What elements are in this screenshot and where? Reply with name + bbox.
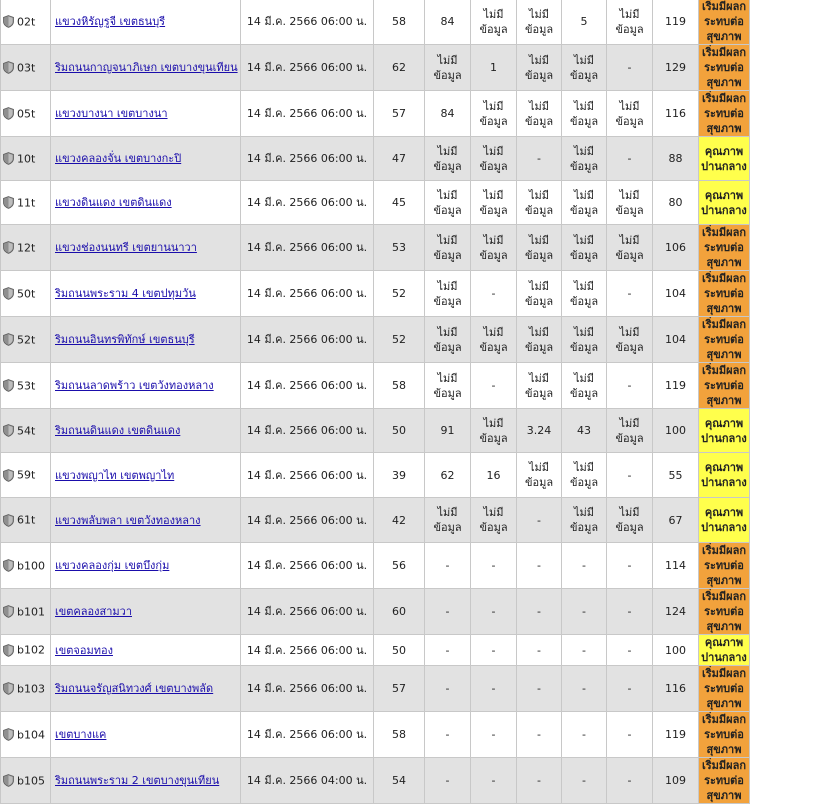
station-location-cell	[51, 635, 241, 666]
pollutant-value: -	[562, 712, 607, 758]
shield-icon	[3, 605, 14, 618]
pollutant-value: ไม่มีข้อมูล	[562, 181, 607, 225]
measure-datetime: 14 มี.ค. 2566 06:00 น.	[241, 137, 374, 181]
station-location-link[interactable]: แขวงพญาไท เขตพญาไท	[55, 469, 174, 482]
station-id-cell	[1, 409, 51, 453]
station-location-cell	[51, 91, 241, 137]
pm-value: 67	[653, 498, 699, 543]
pollutant-value: -	[562, 666, 607, 712]
station-location-link[interactable]: ริมถนนอินทรพิทักษ์ เขตธนบุรี	[55, 333, 195, 346]
pm-value: 119	[653, 0, 699, 45]
pollutant-value: -	[425, 712, 471, 758]
measure-datetime: 14 มี.ค. 2566 06:00 น.	[241, 409, 374, 453]
station-id: b105	[17, 774, 45, 787]
shield-icon	[3, 644, 14, 657]
status-badge: เริ่มมีผลกระทบต่อสุขภาพ	[699, 758, 750, 804]
pollutant-value: -	[425, 589, 471, 635]
station-location-cell	[51, 758, 241, 804]
pollutant-value: -	[517, 758, 562, 804]
pollutant-value: -	[517, 666, 562, 712]
shield-icon	[3, 514, 14, 527]
station-location-cell	[51, 225, 241, 271]
shield-icon	[3, 333, 14, 346]
pollutant-value: ไม่มีข้อมูล	[517, 91, 562, 137]
measure-datetime: 14 มี.ค. 2566 06:00 น.	[241, 666, 374, 712]
aqi-value: 39	[374, 453, 425, 498]
pollutant-value: ไม่มีข้อมูล	[517, 0, 562, 45]
pollutant-value: -	[562, 589, 607, 635]
status-badge: คุณภาพปานกลาง	[699, 498, 750, 543]
pollutant-value: ไม่มีข้อมูล	[517, 453, 562, 498]
table-row	[1, 453, 828, 498]
aqi-value: 50	[374, 635, 425, 666]
table-row	[1, 225, 828, 271]
pm-value: 124	[653, 589, 699, 635]
measure-datetime: 14 มี.ค. 2566 06:00 น.	[241, 712, 374, 758]
pollutant-value: ไม่มีข้อมูล	[607, 0, 653, 45]
station-id-cell	[1, 453, 51, 498]
station-id: 11t	[17, 196, 35, 209]
pm-value: 106	[653, 225, 699, 271]
table-row	[1, 91, 828, 137]
pollutant-value: -	[425, 666, 471, 712]
station-id-cell	[1, 181, 51, 225]
station-id: b101	[17, 605, 45, 618]
pollutant-value: -	[517, 712, 562, 758]
pollutant-value: ไม่มีข้อมูล	[562, 271, 607, 317]
status-badge: เริ่มมีผลกระทบต่อสุขภาพ	[699, 363, 750, 409]
station-id: 50t	[17, 287, 35, 300]
pollutant-value: -	[607, 635, 653, 666]
pollutant-value: -	[607, 363, 653, 409]
aqi-value: 47	[374, 137, 425, 181]
pollutant-value: -	[607, 45, 653, 91]
status-badge: เริ่มมีผลกระทบต่อสุขภาพ	[699, 543, 750, 589]
shield-icon	[3, 107, 14, 120]
pollutant-value: ไม่มีข้อมูล	[471, 181, 517, 225]
shield-icon	[3, 61, 14, 74]
pollutant-value: ไม่มีข้อมูล	[471, 409, 517, 453]
pm-value: 119	[653, 363, 699, 409]
aqi-value: 58	[374, 712, 425, 758]
pollutant-value: ไม่มีข้อมูล	[517, 317, 562, 363]
pollutant-value: -	[471, 589, 517, 635]
pollutant-value: ไม่มีข้อมูล	[471, 498, 517, 543]
pollutant-value: -	[607, 543, 653, 589]
pollutant-value: ไม่มีข้อมูล	[517, 181, 562, 225]
measure-datetime: 14 มี.ค. 2566 06:00 น.	[241, 635, 374, 666]
station-id: 03t	[17, 61, 35, 74]
station-location-link[interactable]: แขวงหิรัญรูจี เขตธนบุรี	[55, 15, 165, 28]
pollutant-value: -	[471, 758, 517, 804]
station-id-cell	[1, 91, 51, 137]
status-badge: เริ่มมีผลกระทบต่อสุขภาพ	[699, 225, 750, 271]
pollutant-value: -	[517, 137, 562, 181]
pm-value: 116	[653, 91, 699, 137]
station-location-link[interactable]: เขตคลองสามวา	[55, 605, 132, 618]
pollutant-value: 84	[425, 91, 471, 137]
pollutant-value: 43	[562, 409, 607, 453]
aqi-value: 57	[374, 91, 425, 137]
station-location-link[interactable]: ริมถนนจรัญสนิทวงศ์ เขตบางพลัด	[55, 682, 213, 695]
station-id-cell	[1, 498, 51, 543]
pollutant-value: ไม่มีข้อมูล	[425, 271, 471, 317]
station-id-cell	[1, 758, 51, 804]
pollutant-value: ไม่มีข้อมูล	[607, 225, 653, 271]
station-location-cell	[51, 498, 241, 543]
pollutant-value: -	[607, 758, 653, 804]
pollutant-value: -	[517, 635, 562, 666]
aqi-value: 58	[374, 0, 425, 45]
pollutant-value: -	[607, 666, 653, 712]
station-id-cell	[1, 0, 51, 45]
station-id: b102	[17, 644, 45, 657]
status-badge: เริ่มมีผลกระทบต่อสุขภาพ	[699, 317, 750, 363]
shield-icon	[3, 15, 14, 28]
station-id-cell	[1, 589, 51, 635]
status-badge: เริ่มมีผลกระทบต่อสุขภาพ	[699, 666, 750, 712]
status-badge: เริ่มมีผลกระทบต่อสุขภาพ	[699, 45, 750, 91]
pollutant-value: -	[471, 712, 517, 758]
station-location-cell	[51, 0, 241, 45]
pollutant-value: 5	[562, 0, 607, 45]
measure-datetime: 14 มี.ค. 2566 06:00 น.	[241, 271, 374, 317]
station-id-cell	[1, 317, 51, 363]
station-location-link[interactable]: ริมถนนพระราม 2 เขตบางขุนเทียน	[55, 774, 219, 787]
table-row	[1, 666, 828, 712]
pollutant-value: 3.24	[517, 409, 562, 453]
pollutant-value: ไม่มีข้อมูล	[425, 181, 471, 225]
station-id: 12t	[17, 241, 35, 254]
pollutant-value: 91	[425, 409, 471, 453]
aqi-value: 50	[374, 409, 425, 453]
status-badge: เริ่มมีผลกระทบต่อสุขภาพ	[699, 0, 750, 45]
station-location-cell	[51, 363, 241, 409]
pollutant-value: ไม่มีข้อมูล	[517, 225, 562, 271]
station-location-link[interactable]: ริมถนนพระราม 4 เขตปทุมวัน	[55, 287, 196, 300]
measure-datetime: 14 มี.ค. 2566 06:00 น.	[241, 45, 374, 91]
pollutant-value: ไม่มีข้อมูล	[562, 91, 607, 137]
pm-value: 119	[653, 712, 699, 758]
pollutant-value: ไม่มีข้อมูล	[471, 0, 517, 45]
pollutant-value: -	[607, 712, 653, 758]
table-row	[1, 0, 828, 45]
table-row	[1, 271, 828, 317]
station-id: 10t	[17, 152, 35, 165]
aqi-value: 60	[374, 589, 425, 635]
station-id-cell	[1, 225, 51, 271]
measure-datetime: 14 มี.ค. 2566 06:00 น.	[241, 181, 374, 225]
pollutant-value: ไม่มีข้อมูล	[425, 363, 471, 409]
status-badge: เริ่มมีผลกระทบต่อสุขภาพ	[699, 91, 750, 137]
station-id-cell	[1, 271, 51, 317]
measure-datetime: 14 มี.ค. 2566 06:00 น.	[241, 91, 374, 137]
pollutant-value: -	[425, 635, 471, 666]
pollutant-value: -	[471, 666, 517, 712]
pollutant-value: ไม่มีข้อมูล	[562, 363, 607, 409]
pollutant-value: ไม่มีข้อมูล	[425, 137, 471, 181]
pollutant-value: ไม่มีข้อมูล	[425, 498, 471, 543]
table-row	[1, 635, 828, 666]
measure-datetime: 14 มี.ค. 2566 06:00 น.	[241, 589, 374, 635]
pollutant-value: 16	[471, 453, 517, 498]
pm-value: 109	[653, 758, 699, 804]
station-location-cell	[51, 543, 241, 589]
pollutant-value: ไม่มีข้อมูล	[562, 225, 607, 271]
shield-icon	[3, 774, 14, 787]
station-location-cell	[51, 409, 241, 453]
pollutant-value: -	[562, 758, 607, 804]
pollutant-value: ไม่มีข้อมูล	[425, 45, 471, 91]
station-id-cell	[1, 137, 51, 181]
pollutant-value: ไม่มีข้อมูล	[517, 363, 562, 409]
shield-icon	[3, 287, 14, 300]
pollutant-value: ไม่มีข้อมูล	[607, 498, 653, 543]
station-id: b100	[17, 559, 45, 572]
station-location-link[interactable]: แขวงคลองจั่น เขตบางกะปิ	[55, 152, 181, 165]
pollutant-value: -	[607, 271, 653, 317]
status-badge: คุณภาพปานกลาง	[699, 635, 750, 666]
table-row	[1, 409, 828, 453]
pollutant-value: -	[471, 271, 517, 317]
pollutant-value: -	[607, 589, 653, 635]
table-row	[1, 712, 828, 758]
pollutant-value: ไม่มีข้อมูล	[607, 181, 653, 225]
pollutant-value: 84	[425, 0, 471, 45]
pm-value: 116	[653, 666, 699, 712]
aqi-value: 58	[374, 363, 425, 409]
station-id-cell	[1, 363, 51, 409]
measure-datetime: 14 มี.ค. 2566 06:00 น.	[241, 225, 374, 271]
pollutant-value: ไม่มีข้อมูล	[607, 317, 653, 363]
pm-value: 88	[653, 137, 699, 181]
aqi-value: 42	[374, 498, 425, 543]
pollutant-value: -	[471, 543, 517, 589]
pm-value: 129	[653, 45, 699, 91]
shield-icon	[3, 152, 14, 165]
station-id: 05t	[17, 107, 35, 120]
pollutant-value: ไม่มีข้อมูล	[562, 498, 607, 543]
pollutant-value: -	[517, 543, 562, 589]
measure-datetime: 14 มี.ค. 2566 06:00 น.	[241, 453, 374, 498]
station-location-cell	[51, 712, 241, 758]
shield-icon	[3, 559, 14, 572]
status-badge: คุณภาพปานกลาง	[699, 453, 750, 498]
shield-icon	[3, 469, 14, 482]
table-row	[1, 543, 828, 589]
aqi-value: 52	[374, 271, 425, 317]
aqi-value: 45	[374, 181, 425, 225]
aqi-value: 57	[374, 666, 425, 712]
station-location-cell	[51, 137, 241, 181]
station-id: b103	[17, 682, 45, 695]
station-id-cell	[1, 712, 51, 758]
pollutant-value: ไม่มีข้อมูล	[471, 317, 517, 363]
pollutant-value: -	[517, 498, 562, 543]
station-location-link[interactable]: แขวงคลองกุ่ม เขตบึงกุ่ม	[55, 559, 169, 572]
station-location-cell	[51, 317, 241, 363]
station-location-cell	[51, 181, 241, 225]
station-location-link[interactable]: ริมถนนกาญจนาภิเษก เขตบางขุนเทียน	[55, 61, 238, 74]
station-id-cell	[1, 635, 51, 666]
measure-datetime: 14 มี.ค. 2566 06:00 น.	[241, 543, 374, 589]
pollutant-value: ไม่มีข้อมูล	[471, 137, 517, 181]
status-badge: เริ่มมีผลกระทบต่อสุขภาพ	[699, 271, 750, 317]
station-location-cell	[51, 45, 241, 91]
pollutant-value: ไม่มีข้อมูล	[607, 409, 653, 453]
pm-value: 55	[653, 453, 699, 498]
status-badge: คุณภาพปานกลาง	[699, 181, 750, 225]
station-id: 54t	[17, 424, 35, 437]
measure-datetime: 14 มี.ค. 2566 06:00 น.	[241, 0, 374, 45]
table-row	[1, 181, 828, 225]
pollutant-value: ไม่มีข้อมูล	[425, 225, 471, 271]
station-id: 61t	[17, 514, 35, 527]
pollutant-value: -	[562, 543, 607, 589]
pm-value: 104	[653, 317, 699, 363]
station-location-link[interactable]: เขตจอมทอง	[55, 644, 113, 657]
aqi-value: 54	[374, 758, 425, 804]
table-row	[1, 758, 828, 804]
pm-value: 104	[653, 271, 699, 317]
station-location-link[interactable]: แขวงบางนา เขตบางนา	[55, 107, 168, 120]
pollutant-value: ไม่มีข้อมูล	[562, 137, 607, 181]
station-location-cell	[51, 271, 241, 317]
status-badge: เริ่มมีผลกระทบต่อสุขภาพ	[699, 589, 750, 635]
pollutant-value: -	[471, 363, 517, 409]
station-location-cell	[51, 589, 241, 635]
measure-datetime: 14 มี.ค. 2566 06:00 น.	[241, 363, 374, 409]
pollutant-value: ไม่มีข้อมูล	[517, 271, 562, 317]
aqi-value: 53	[374, 225, 425, 271]
station-id: b104	[17, 728, 45, 741]
station-location-link[interactable]: ริมถนนดินแดง เขตดินแดง	[55, 424, 180, 437]
table-row	[1, 589, 828, 635]
table-body	[1, 0, 828, 804]
shield-icon	[3, 728, 14, 741]
table-row	[1, 45, 828, 91]
pollutant-value: -	[471, 635, 517, 666]
station-location-link[interactable]: ริมถนนลาดพร้าว เขตวังทองหลาง	[55, 379, 214, 392]
table-row	[1, 137, 828, 181]
pm-value: 100	[653, 635, 699, 666]
pollutant-value: ไม่มีข้อมูล	[562, 317, 607, 363]
pollutant-value: -	[562, 635, 607, 666]
shield-icon	[3, 424, 14, 437]
station-location-link[interactable]: แขวงช่องนนทรี เขตยานนาวา	[55, 241, 197, 254]
shield-icon	[3, 241, 14, 254]
pollutant-value: 1	[471, 45, 517, 91]
pollutant-value: -	[425, 543, 471, 589]
pollutant-value: -	[425, 758, 471, 804]
table-row	[1, 317, 828, 363]
station-location-cell	[51, 666, 241, 712]
status-badge: คุณภาพปานกลาง	[699, 409, 750, 453]
station-id: 59t	[17, 469, 35, 482]
status-badge: เริ่มมีผลกระทบต่อสุขภาพ	[699, 712, 750, 758]
pollutant-value: -	[517, 589, 562, 635]
station-id-cell	[1, 45, 51, 91]
shield-icon	[3, 682, 14, 695]
station-location-link[interactable]: เขตบางแค	[55, 728, 106, 741]
pm-value: 114	[653, 543, 699, 589]
aqi-value: 62	[374, 45, 425, 91]
pm-value: 100	[653, 409, 699, 453]
measure-datetime: 14 มี.ค. 2566 04:00 น.	[241, 758, 374, 804]
pollutant-value: ไม่มีข้อมูล	[562, 453, 607, 498]
station-id: 53t	[17, 379, 35, 392]
status-badge: คุณภาพปานกลาง	[699, 137, 750, 181]
measure-datetime: 14 มี.ค. 2566 06:00 น.	[241, 498, 374, 543]
station-id: 52t	[17, 333, 35, 346]
pm-value: 80	[653, 181, 699, 225]
pollutant-value: ไม่มีข้อมูล	[425, 317, 471, 363]
pollutant-value: ไม่มีข้อมูล	[471, 225, 517, 271]
shield-icon	[3, 196, 14, 209]
table-row	[1, 363, 828, 409]
station-id-cell	[1, 543, 51, 589]
table-row	[1, 498, 828, 543]
pollutant-value: -	[607, 137, 653, 181]
aqi-value: 52	[374, 317, 425, 363]
pollutant-value: ไม่มีข้อมูล	[562, 45, 607, 91]
station-location-link[interactable]: แขวงดินแดง เขตดินแดง	[55, 196, 172, 209]
aqi-value: 56	[374, 543, 425, 589]
station-id-cell	[1, 666, 51, 712]
station-location-cell	[51, 453, 241, 498]
station-id: 02t	[17, 15, 35, 28]
measure-datetime: 14 มี.ค. 2566 06:00 น.	[241, 317, 374, 363]
pollutant-value: 62	[425, 453, 471, 498]
pollutant-value: ไม่มีข้อมูล	[607, 91, 653, 137]
pollutant-value: ไม่มีข้อมูล	[471, 91, 517, 137]
shield-icon	[3, 379, 14, 392]
pollutant-value: -	[607, 453, 653, 498]
station-location-link[interactable]: แขวงพลับพลา เขตวังทองหลาง	[55, 514, 201, 527]
pollutant-value: ไม่มีข้อมูล	[517, 45, 562, 91]
